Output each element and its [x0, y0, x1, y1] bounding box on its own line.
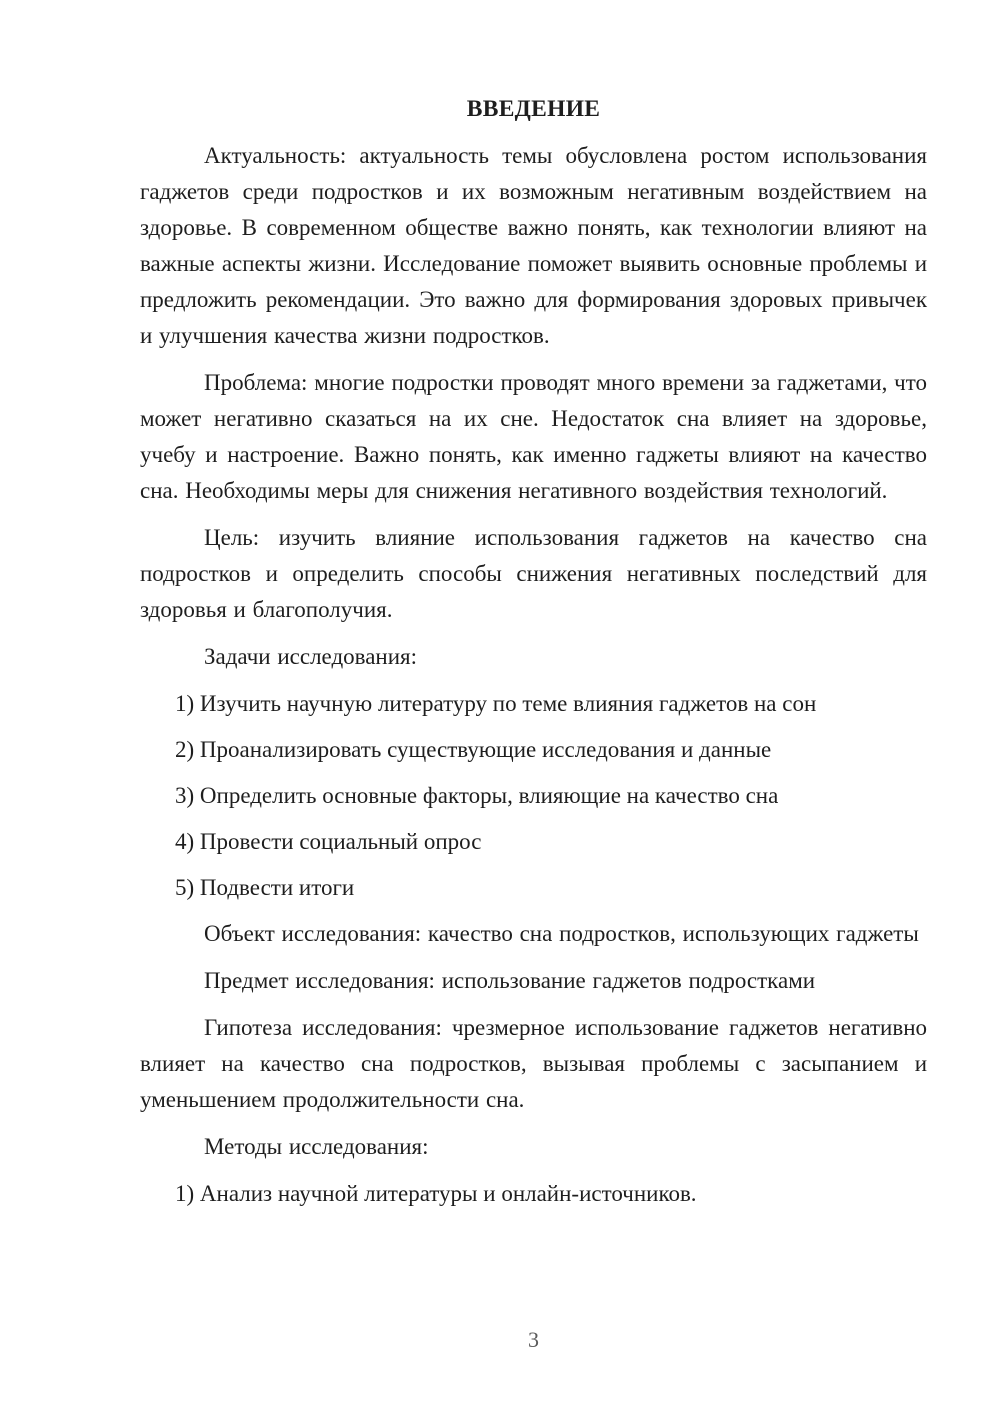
paragraph-aktualnost: Актуальность: актуальность темы обусловлена ростом использования гаджетов среди подростков и их возможным негативным воздействием на здоровье. В современном обществе важно понять, как технологии влияют на важные аспекты жизни. Исследование поможет выявить основные проблемы и предложить рекомендации. Это важно для формирования здоровых привычек и улучшения качества жизни подростков.: [140, 143, 927, 348]
task-item-2: 2) Проанализировать существующие исследования и данные: [175, 737, 772, 762]
task-item-4: 4) Провести социальный опрос: [175, 829, 482, 854]
task-item-3: 3) Определить основные факторы, влияющие на качество сна: [175, 783, 779, 808]
paragraph-tsel: Цель: изучить влияние использования гаджетов на качество сна подростков и определить способы снижения негативных последствий для здоровья и благополучия.: [140, 525, 927, 622]
paragraph-gipoteza: Гипотеза исследования: чрезмерное использование гаджетов негативно влияет на качество сна подростков, вызывая проблемы с засыпанием и уменьшением продолжительности сна.: [140, 1015, 927, 1112]
paragraph-problema: Проблема: многие подростки проводят много времени за гаджетами, что может негативно сказаться на их сне. Недостаток сна влияет на здоровье, учебу и настроение. Важно понять, как именно гаджеты влияют на качество сна. Необходимы меры для снижения негативного воздействия технологий.: [140, 370, 927, 503]
paragraph-metody-label: Методы исследования:: [204, 1134, 429, 1159]
paragraph-obekt: Объект исследования: качество сна подростков, использующих гаджеты: [204, 921, 919, 946]
paragraph-predmet: Предмет исследования: использование гаджетов подростками: [204, 968, 816, 993]
task-item-1: 1) Изучить научную литературу по теме влияния гаджетов на сон: [175, 691, 817, 716]
page-number: 3: [528, 1327, 539, 1352]
method-item-1: 1) Анализ научной литературы и онлайн-источников.: [175, 1181, 697, 1206]
task-item-5: 5) Подвести итоги: [175, 875, 355, 900]
paragraph-zadachi-label: Задачи исследования:: [204, 644, 418, 669]
page-title: ВВЕДЕНИЕ: [466, 96, 601, 122]
